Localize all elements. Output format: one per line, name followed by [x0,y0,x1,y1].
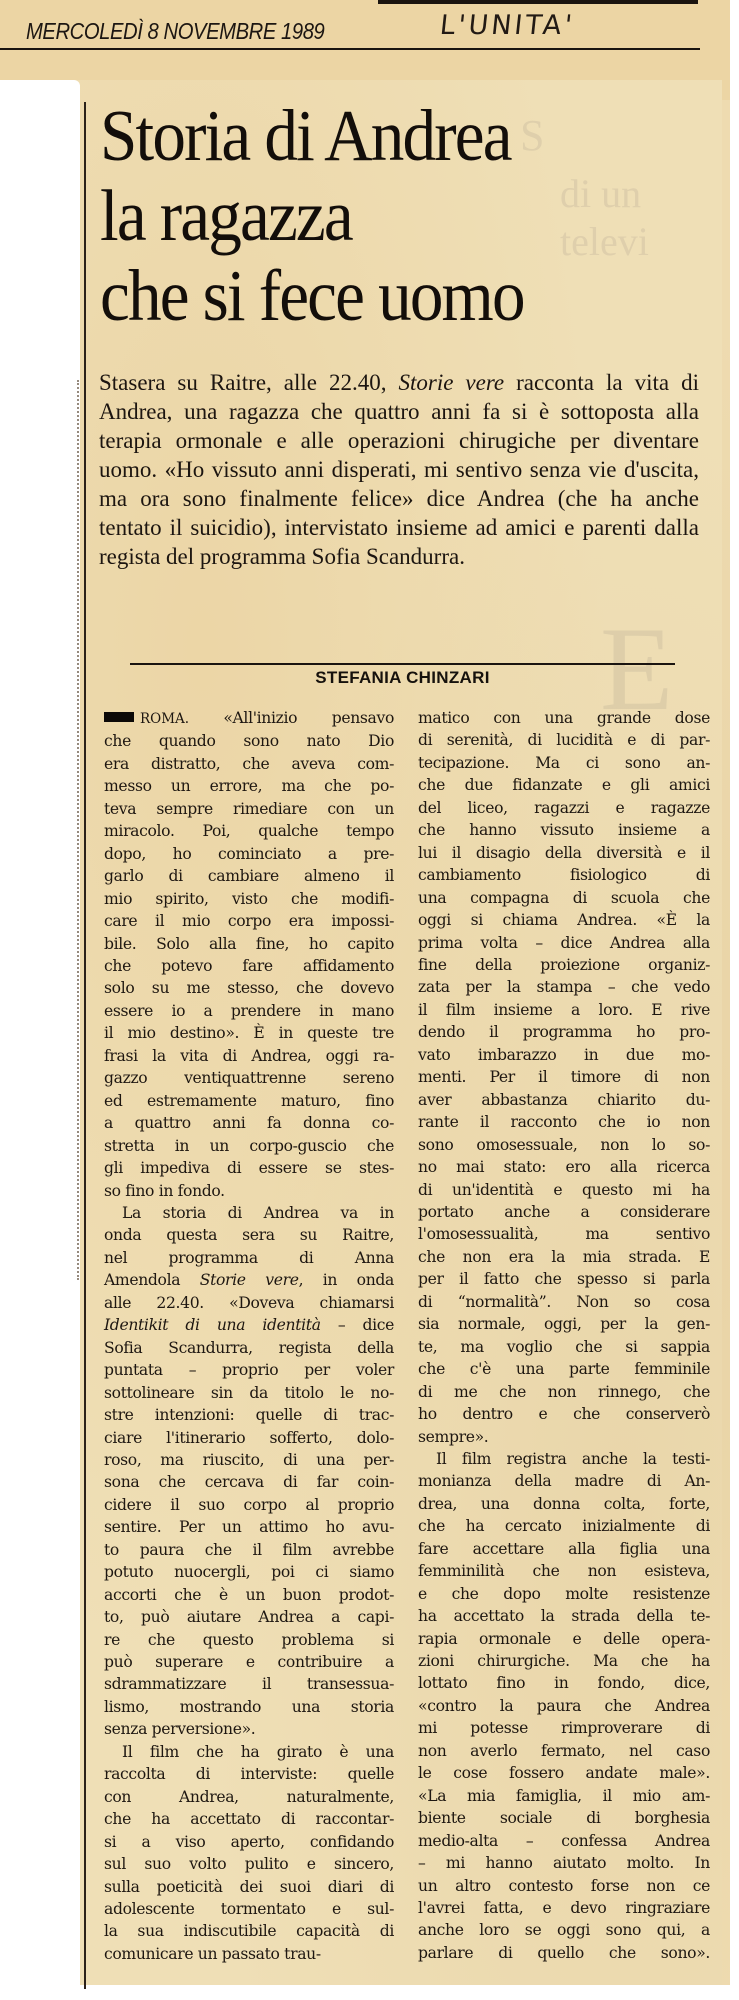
body-text-line: sulla poeticità dei suoi diari di [104,1877,394,1896]
body-text-line: che potevo fare affidamento [104,956,394,975]
program-title: Storie vere [398,370,505,395]
body-text-line: di “normalità”. Non so cosa [418,1292,710,1311]
body-text-line: parlare di quello che sono». [418,1943,710,1962]
body-text-line: zata per la stampa – che vedo [418,978,710,997]
headline-line: che si fece uomo [100,255,524,336]
body-text-line: le cose fossero andate male». [418,1764,710,1783]
body-text-line: sul suo volto pulito e sincero, [104,1855,394,1874]
body-text-line: sempre». [418,1427,489,1446]
body-text-line: care il mio corpo era impossi- [104,912,394,931]
issue-date: MERCOLEDÌ 8 NOVEMBRE 1989 [26,18,325,44]
body-text-line: mi potesse rimproverare di [418,1719,710,1738]
body-text-line: che ha accettato di raccontar- [104,1810,394,1829]
body-text-line: il mio destino». È in queste tre [104,1024,394,1043]
body-text-line: prima volta – dice Andrea alla [418,933,710,952]
body-text-line: di serenità, di lucidità e di par- [418,731,710,750]
body-text-line: re che questo problema si [104,1630,394,1649]
body-text-line: oggi si chiama Andrea. «È la [418,911,710,930]
body-text-line: era distratto, che aveva com- [104,754,394,773]
body-text-line: il film insieme a loro. E rive [418,1000,710,1019]
body-text-line: che non era la mia strada. E [418,1247,710,1266]
body-text-line: con Andrea, naturalmente, [104,1787,394,1806]
body-text-line: aver abbastanza chiarito du- [418,1090,710,1109]
headline-line: Storia di Andrea [100,95,511,176]
body-text-line: ed estremamente maturo, fino [104,1091,394,1110]
byline: STEFANIA CHINZARI [315,668,490,687]
body-text-line: garlo di cambiare almeno il [104,867,394,886]
body-text-line: medio-alta – confessa Andrea [418,1831,710,1850]
body-text-line: mio spirito, visto che modifi- [104,889,394,908]
body-text-line: sentire. Per un attimo ho avu- [104,1518,394,1537]
body-text-line: e che dopo molte resistenze [418,1584,710,1603]
body-text-line: a quattro anni fa donna co- [104,1114,394,1133]
article-column-left [104,707,394,1965]
body-text-line: ciare l'itinerario sofferto, dolo- [104,1428,394,1447]
column-rule [84,102,86,1989]
body-text-line: onda questa sera su Raitre, [104,1226,394,1245]
body-text-line: gli impediva di essere se stes- [104,1159,394,1178]
body-text-line: Il film che ha girato è una [122,1742,394,1761]
body-text-line: monianza della madre di An- [418,1472,710,1491]
body-text-line: che quando sono nato Dio [104,732,394,751]
body-text-line: raccolta di interviste: quelle [104,1765,394,1784]
byline-rule [130,663,675,665]
lede-paragraph [99,368,699,571]
body-text-line: che ha cercato inizialmente di [418,1517,710,1536]
body-text-line: cambiamento fisiologico di [418,866,710,885]
body-text-line: l'omosessualità, ma sentivo [418,1225,710,1244]
body-text-line: frasi la vita di Andrea, oggi ra- [104,1046,394,1065]
body-text-line: lismo, mostrando una storia [104,1697,394,1716]
perforation-edge [77,380,79,1280]
body-text-line: dopo, ho cominciato a pre- [104,844,394,863]
body-text-line: ho dentro e che conserverò [418,1405,710,1424]
body-text-line: roso, ma riuscito, di una per- [104,1450,394,1469]
body-text-line: fine della proiezione organiz- [418,955,710,974]
body-text-line: Amendola Storie vere, in onda [104,1271,394,1290]
lede-text: racconta la vita di Andrea, una ragazza che quattro anni fa si è sottoposta alla terapia ormonale e alle operazioni chirugiche per diventare uomo. «Ho vissuto anni disperati, mi sentivo senza vie d'uscita, ma ora sono finalmente felice» dice Andrea (che ha anche tentato il suicidio), intervistato insieme ad amici e parenti dalla regista del programma Sofia Scandurra. [99,370,699,569]
body-text-line: ha accettato la strada della te- [418,1607,710,1626]
body-text-line: di un'identità e questo mi ha [418,1180,710,1199]
handwritten-source-label: L'UNITA' [438,10,577,41]
body-text-line: alle 22.40. «Doveva chiamarsi [104,1293,394,1312]
body-text-line: anche loro se oggi sono qui, a [418,1921,710,1940]
body-text-line: so fino in fondo. [104,1181,225,1200]
body-text-line: Identikit di una identità – dice [104,1316,394,1335]
body-text-line: dendo il programma ho pro- [418,1023,710,1042]
body-text-line: non averlo fermato, nel caso [418,1741,710,1760]
body-text-line: solo su me stesso, che dovevo [104,979,394,998]
dateline-city: ROMA. [140,711,224,727]
body-text-line: comunicare un passato trau- [104,1944,321,1963]
body-text-line: messo un errore, ma che po- [104,777,394,796]
body-text-line: vato imbarazzo in due mo- [418,1045,710,1064]
dateline-marker-icon [104,712,134,722]
headline [100,96,660,336]
body-text-line: «La mia famiglia, il mio am- [418,1786,710,1805]
body-text-line: biente sociale di borghesia [418,1809,710,1828]
body-text-line: teva sempre rimediare con un [104,799,394,818]
body-text-line: drea, una donna colta, forte, [418,1494,710,1513]
body-text-line: zioni chirurgiche. Ma che ha [418,1652,710,1671]
body-text-line: sdrammatizzare il transessua- [104,1675,394,1694]
body-text-line: lottato fino in fondo, dice, [418,1674,710,1693]
body-text-line: puntata – proprio per voler [104,1361,394,1380]
body-text-line: adolescente tormentato e sul- [104,1900,394,1919]
body-text-line: portato anche a considerare [418,1202,710,1221]
body-text-line: rante il racconto che io non [418,1113,710,1132]
lede-text: Stasera su Raitre, alle 22.40, [99,370,399,395]
body-text-line: sottolineare sin da titolo le no- [104,1383,394,1402]
body-text-line: essere io a prendere in mano [104,1001,394,1020]
body-text-line: to, può aiutare Andrea a capi- [104,1608,394,1627]
body-text-line: tecipazione. Ma ci sono an- [418,753,710,772]
body-text-line: di me che non rinnego, che [418,1382,710,1401]
body-text-line: La storia di Andrea va in [122,1203,394,1222]
body-text-line: si a viso aperto, confidando [104,1832,394,1851]
body-text-line: – mi hanno aiutato molto. In [418,1854,710,1873]
body-text-line: un altro contesto forse non ce [418,1876,710,1895]
body-text-line: che due fidanzate e gli amici [418,776,710,795]
body-text-line: ROMA. «All'inizio pensavo [104,707,394,730]
body-text-line: stre intenzioni: quelle di trac- [104,1406,394,1425]
body-text-line: menti. Per il timore di non [418,1068,710,1087]
body-text-line: matico con una grande dose [418,709,710,727]
article-column-right [418,707,710,1964]
body-text-line: Sofia Scandurra, regista della [104,1338,394,1357]
body-text-line: te, ma voglio che si sappia [418,1337,710,1356]
body-text-line: sia normale, oggi, per la gen- [418,1315,710,1334]
body-text-line: «contro la paura che Andrea [418,1696,710,1715]
body-text-line: che c'è una parte femminile [418,1360,710,1379]
body-text-line: l'avrei fatta, e devo ringraziare [418,1899,710,1918]
body-text-line: stretta in un corpo-guscio che [104,1136,394,1155]
body-text-line: no mai stato: ero alla ricerca [418,1158,710,1177]
body-text-line: senza perversione». [104,1720,256,1739]
body-text-line: una compagna di scuola che [418,888,710,907]
top-rule [378,0,698,4]
body-text-line: rapia ormonale e delle opera- [418,1629,710,1648]
body-text-line: del liceo, ragazzi e ragazze [418,798,710,817]
body-text-line: potuto nuocergli, poi ci siamo [104,1563,394,1582]
clipping-cut-edge [0,80,80,2000]
headline-line: la ragazza [100,175,352,256]
body-text-line: femminilità che non esisteva, [418,1562,710,1581]
body-text-line: sona che cercava di far coin- [104,1473,394,1492]
body-text-line: bile. Solo alla fine, ho capito [104,934,394,953]
body-text-line: accorti che è un buon prodot- [104,1585,394,1604]
body-text-line: cidere il suo corpo al proprio [104,1495,394,1514]
body-text-line: lui il disagio della diversità e il [418,843,710,862]
body-text-line: per il fatto che spesso si parla [418,1270,710,1289]
body-text-line: to paura che il film avrebbe [104,1540,394,1559]
header-rule [0,48,700,50]
body-text-line: miracolo. Poi, qualche tempo [104,822,394,841]
body-text-line: la sua indiscutibile capacità di [104,1922,394,1941]
body-text-line: sono omosessuale, non lo so- [418,1135,710,1154]
body-text-line: può superare e contribuire a [104,1653,394,1672]
body-text-line: Il film registra anche la testi- [436,1449,710,1468]
body-text-line: fare accettare alla figlia una [418,1539,710,1558]
body-text-line: gazzo ventiquattrenne sereno [104,1069,394,1088]
body-text-line: che hanno vissuto insieme a [418,821,710,840]
body-text-line: nel programma di Anna [104,1248,394,1267]
